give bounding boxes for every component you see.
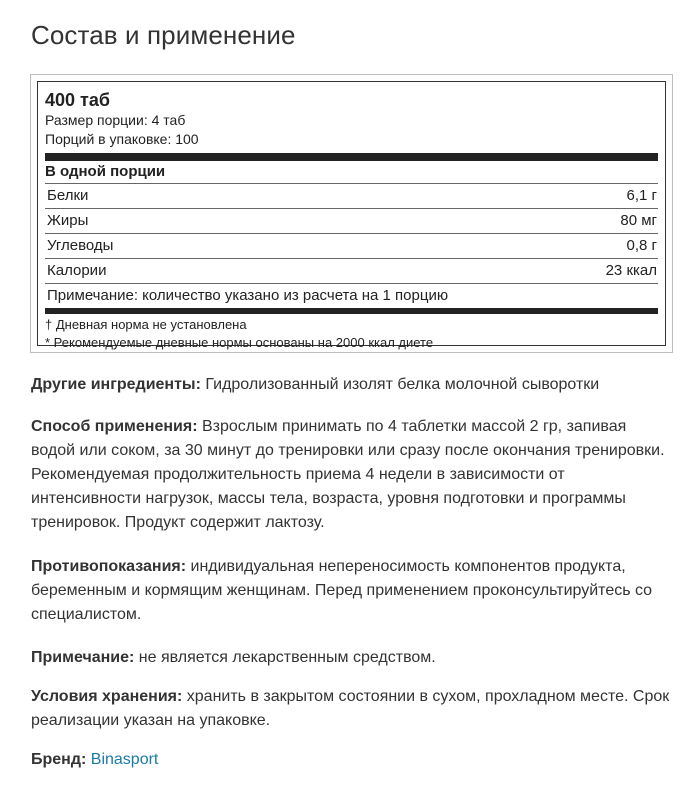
- nutrient-row-calories: [45, 258, 658, 283]
- usage-instructions: [31, 415, 671, 535]
- per-serving-header: В одной порции: [45, 163, 166, 180]
- footnotes: [45, 314, 658, 352]
- facts-note: Примечание: количество указано из расчета на 1 порцию: [45, 283, 658, 308]
- nutrient-name: Жиры: [47, 212, 89, 229]
- serving-size: Размер порции: 4 таб: [45, 112, 186, 128]
- usage-text: Взрослым принимать по 4 таблетки массой 2 гр, запивая водой или соком, за 30 минут до тренировки или сразу после окончания тренировки. Рекомендуемая продолжительность приема 4 недели в зависимости от интенсивности нагрузок, массы тела, возраста, уровня подготовки и программы тренировок. Продукт содержит лактозу.: [31, 418, 665, 531]
- footnote-daily-value: † Дневная норма не установлена: [45, 317, 247, 332]
- contraindications-label: Противопоказания:: [31, 558, 187, 575]
- contraindications: [31, 555, 671, 627]
- other-ingredients-text: Гидролизованный изолят белка молочной сыворотки: [200, 376, 600, 393]
- facts-title: 400 таб: [45, 90, 110, 110]
- nutrition-facts-panel: [30, 74, 673, 353]
- remark-text: не является лекарственным средством.: [134, 649, 436, 666]
- other-ingredients-label: Другие ингредиенты:: [31, 376, 201, 393]
- nutrient-row-carbs: [45, 233, 658, 258]
- nutrient-name: Белки: [47, 187, 89, 204]
- other-ingredients: [31, 373, 671, 397]
- nutrient-row-protein: [45, 183, 658, 208]
- brand-label: Бренд:: [31, 751, 87, 768]
- contraindications-text: индивидуальная непереносимость компонентов продукта, беременным и кормящим женщинам. Перед применением проконсультируйтесь со специалистом.: [31, 558, 653, 623]
- nutrient-name: Калории: [47, 262, 107, 279]
- footnote-recommended: * Рекомендуемые дневные нормы основаны на 2000 ккал диете: [45, 335, 434, 350]
- brand-link[interactable]: Binasport: [90, 751, 159, 768]
- section-title: Состав и применение: [31, 20, 296, 50]
- nutrient-name: Углеводы: [47, 237, 114, 254]
- storage-label: Условия хранения:: [31, 688, 183, 705]
- nutrient-value: 80 мг: [620, 212, 657, 229]
- remark: [31, 646, 671, 670]
- nutrient-row-fat: [45, 208, 658, 233]
- nutrient-value: 0,8 г: [626, 237, 657, 254]
- usage-label: Способ применения:: [31, 418, 198, 435]
- nutrient-value: 6,1 г: [626, 187, 657, 204]
- remark-label: Примечание:: [31, 649, 135, 666]
- brand: [31, 748, 671, 772]
- nutrition-facts-inner: [37, 81, 666, 350]
- storage-conditions: [31, 685, 671, 733]
- storage-text: хранить в закрытом состоянии в сухом, прохладном месте. Срок реализации указан на упаковке.: [31, 688, 670, 729]
- nutrient-value: 23 ккал: [605, 262, 657, 279]
- thick-divider: [45, 153, 658, 161]
- servings-per-pack: Порций в упаковке: 100: [45, 131, 199, 147]
